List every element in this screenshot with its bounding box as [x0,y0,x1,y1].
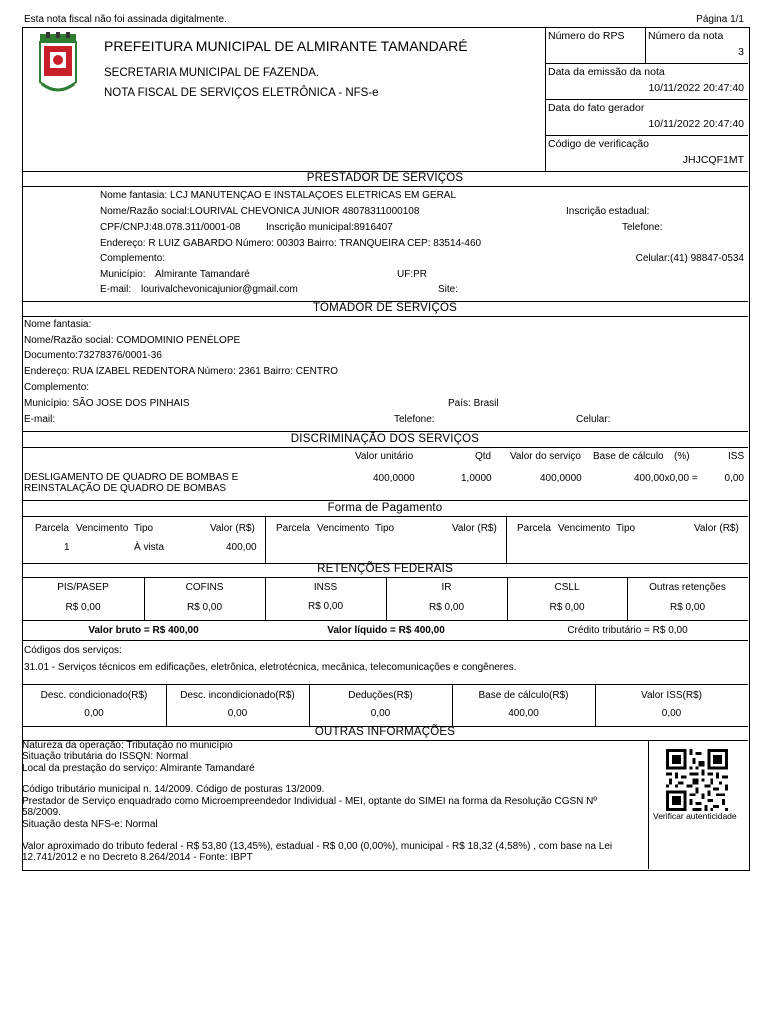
ret-label-pis: PIS/PASEP [57,582,109,593]
col-percent: (%) [674,451,690,462]
col-service-value: Valor do serviço [510,451,581,462]
fact-date-label: Data do fato gerador [548,102,645,114]
taker-legal-name: Nome/Razão social: COMDOMINIO PENÉLOPE [24,335,241,346]
provider-phone: Telefone: [622,222,663,233]
document-type-title: NOTA FISCAL DE SERVIÇOS ELETRÔNICA - NFS-e [104,87,379,99]
ded-value-calculation-base: 400,00 [508,708,539,719]
payment-col-valor-3: Valor (R$) [694,523,739,534]
taker-fantasy-name: Nome fantasia: [24,319,92,330]
secretariat-title: SECRETARIA MUNICIPAL DE FAZENDA. [104,67,320,79]
taker-country: País: Brasil [448,398,499,409]
qr-code[interactable] [666,749,728,811]
payment-row-valor: 400,00 [226,542,257,553]
col-unit-value: Valor unitário [355,451,414,462]
other-info-operation-nature: Natureza da operação: Tributação no município [22,740,233,751]
ret-value-others: R$ 0,00 [669,602,706,613]
other-info-nfse-status: Situação desta NFS-e: Normal [22,819,158,830]
col-calculation-base: Base de cálculo [593,451,664,462]
ded-value-deductions: 0,00 [370,708,391,719]
ded-label-calculation-base: Base de cálculo(R$) [478,690,569,701]
service-item-service-value: 400,0000 [540,473,582,484]
payment-col-parcela-1: Parcela [35,523,69,534]
ret-label-ir: IR [441,582,452,593]
verify-authenticity-link[interactable]: Verificar autenticidade [653,811,737,821]
ded-value-unconditional-discount: 0,00 [227,708,248,719]
service-codes-value: 31.01 - Serviços técnicos em edificações, eletrônica, eletrotécnica, mecânica, telecomunicações e congêneres. [24,662,517,673]
provider-cellphone: Celular:(41) 98847-0534 [635,253,744,264]
tax-credit: Crédito tributário = R$ 0,00 [567,625,688,636]
ret-value-inss: R$ 0,00 [307,601,344,612]
payment-col-tipo-1: Tipo [134,523,154,534]
ret-label-csll: CSLL [554,582,580,593]
provider-cpf-cnpj: CPF/CNPJ:48.078.311/0001-08 [100,222,241,233]
provider-fantasy-name: Nome fantasia: LCJ MANUTENÇAO E INSTALAÇOES ELETRICAS EM GERAL [100,190,457,201]
service-item-unit-value: 400,0000 [373,473,415,484]
verification-code-value: JHJCQF1MT [682,154,744,166]
other-info-tax-approximation: Valor aproximado do tributo federal - R$ 53,80 (13,45%), estadual - R$ 0,00 (0,00%), municipal - R$ 18,32 (4,58%) , com base na Lei 12.741/2012 e no Decreto 8.264/2014 - Fonte: IBPT [22,841,613,864]
other-info-tax-situation: Situação tributária do ISSQN: Normal [22,751,189,762]
payment-col-vencimento-3: Vencimento [558,523,611,534]
taker-address: Endereço: RUA IZABEL REDENTORA Número: 2361 Bairro: CENTRO [24,366,338,377]
gross-value: Valor bruto = R$ 400,00 [88,625,199,636]
verification-code-label: Código de verificação [548,138,649,150]
ded-value-iss-value: 0,00 [661,708,682,719]
payment-row-tipo: À vista [134,542,165,553]
provider-municipality: Almirante Tamandaré [155,269,250,280]
coat-of-arms-logo [38,32,78,99]
payment-col-tipo-3: Tipo [616,523,636,534]
provider-uf: UF:PR [397,269,427,280]
payment-col-vencimento-1: Vencimento [76,523,129,534]
page-number: Página 1/1 [696,14,744,25]
taker-section-title: TOMADOR DE SERVIÇOS [313,302,457,314]
payment-col-valor-1: Valor (R$) [210,523,255,534]
unsigned-notice: Esta nota fiscal não foi assinada digitalmente. [24,14,227,25]
service-item-iss: 0,00 [724,473,744,484]
col-qty: Qtd [475,451,492,462]
emission-date-value: 10/11/2022 20:47:40 [648,82,744,94]
provider-municipality-label: Município: [100,269,146,280]
provider-legal-name: Nome/Razão social:LOURIVAL CHEVONICA JUNIOR 48078311000108 [100,206,420,217]
ded-label-conditional-discount: Desc. condicionado(R$) [40,690,148,701]
net-value: Valor líquido = R$ 400,00 [327,625,445,636]
ret-value-csll: R$ 0,00 [549,602,585,613]
other-info-service-location: Local da prestação do serviço: Almirante Tamandaré [22,763,255,774]
payment-row-parcela: 1 [64,542,70,553]
note-number-label: Número da nota [648,30,724,42]
other-info-section-title: OUTRAS INFORMAÇÕES [314,726,456,738]
ret-label-cofins: COFINS [185,582,224,593]
provider-email: lourivalchevonicajunior@gmail.com [141,284,298,295]
ded-label-iss-value: Valor ISS(R$) [641,690,702,701]
provider-section-title: PRESTADOR DE SERVIÇOS [306,172,464,184]
emission-date-label: Data da emissão da nota [548,66,665,78]
ret-label-others: Outras retenções [649,582,726,593]
payment-col-vencimento-2: Vencimento [317,523,370,534]
provider-complement: Complemento: [100,253,166,264]
payment-col-tipo-2: Tipo [375,523,395,534]
provider-municipal-registration: Inscrição municipal:8916407 [266,222,393,233]
payment-col-parcela-3: Parcela [517,523,551,534]
fact-date-value: 10/11/2022 20:47:40 [648,118,744,130]
taker-cellphone: Celular: [576,414,611,425]
service-item-description: DESLIGAMENTO DE QUADRO DE BOMBAS E REINSTALAÇÃO DE QUADRO DE BOMBAS [24,472,239,495]
other-info-tax-code: Código tributário municipal n. 14/2009. Código de posturas 13/2009. [22,784,325,795]
ded-label-deductions: Deduções(R$) [348,690,413,701]
taker-email: E-mail: [24,414,56,425]
municipality-title: PREFEITURA MUNICIPAL DE ALMIRANTE TAMANDARÉ [104,38,468,54]
rps-label: Número do RPS [548,30,625,42]
taker-complement: Complemento: [24,382,90,393]
service-item-base-pct: 400,00x0,00 = [634,473,698,484]
col-iss: ISS [728,451,745,462]
ret-label-inss: INSS [313,582,338,593]
taker-municipality: Município: SÃO JOSE DOS PINHAIS [24,398,190,409]
ret-value-ir: R$ 0,00 [428,602,465,613]
provider-state-registration: Inscrição estadual: [566,206,650,217]
ded-label-unconditional-discount: Desc. incondicionado(R$) [180,690,295,701]
provider-site: Site: [438,284,459,295]
payment-col-valor-2: Valor (R$) [452,523,497,534]
services-section-title: DISCRIMINAÇÃO DOS SERVIÇOS [290,433,480,445]
ret-value-pis: R$ 0,00 [65,602,101,613]
retentions-section-title: RETENÇÕES FEDERAIS [317,563,453,575]
payment-col-parcela-2: Parcela [276,523,310,534]
provider-email-label: E-mail: [100,284,132,295]
taker-document: Documento:73278376/0001-36 [24,350,162,361]
provider-address: Endereço: R LUIZ GABARDO Número: 00303 Bairro: TRANQUEIRA CEP: 83514-460 [100,238,482,249]
note-number-value: 3 [738,46,744,58]
service-item-qty: 1,0000 [461,473,492,484]
payment-section-title: Forma de Pagamento [327,502,443,514]
ret-value-cofins: R$ 0,00 [186,602,223,613]
other-info-mei: Prestador de Serviço enquadrado como Microempreendedor Individual - MEI, optante do SIMEI na forma da Resolução CGSN Nº 58/2009. [22,796,598,819]
service-codes-label: Códigos dos serviços: [24,645,122,656]
ded-value-conditional-discount: 0,00 [84,708,104,719]
taker-phone: Telefone: [394,414,435,425]
